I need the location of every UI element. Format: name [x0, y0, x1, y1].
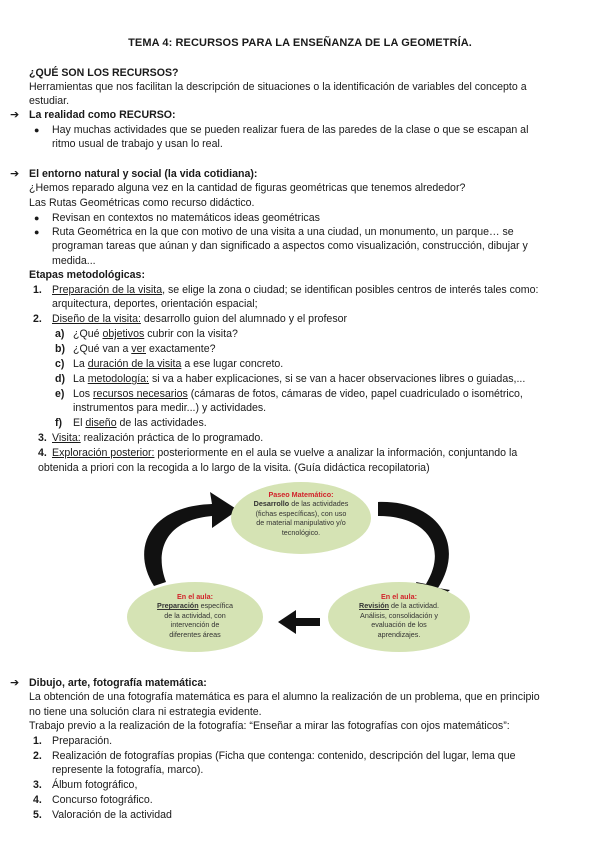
sub-c-post: a ese lugar concreto.	[181, 358, 284, 370]
dibujo-item-1: Preparación.	[52, 735, 113, 747]
section-heading-entorno: El entorno natural y social (la vida cotidiana):	[29, 168, 258, 180]
step-number: 2.	[33, 750, 42, 762]
ellipse-left-line3: intervención de	[170, 620, 220, 630]
arrow-bullet-icon: ➔	[10, 109, 20, 121]
dibujo-item-4: Concurso fotográfico.	[52, 794, 153, 806]
sub-b-post: exactamente?	[146, 343, 216, 355]
sub-f-key: diseño	[85, 417, 117, 429]
section-heading-que-son: ¿QUÉ SON LOS RECURSOS?	[29, 67, 179, 79]
step-number: 5.	[33, 809, 42, 821]
entorno-question: ¿Hemos reparado alguna vez en la cantidad de figuras geométricas que tenemos alrededor?	[29, 182, 466, 194]
sub-f-pre: El	[73, 417, 86, 429]
realidad-bullet-line1: Hay muchas actividades que se pueden realizar fuera de las paredes de la clase o que se escapan al	[52, 124, 529, 136]
entorno-rutas: Las Rutas Geométricas como recurso didáctico.	[29, 197, 255, 209]
ellipse-top-line1: de las actividades	[289, 499, 349, 509]
etapa-1-text: , se elige la zona o ciudad; se identifican posibles centros de interés tales como:	[162, 284, 539, 296]
ellipse-right-header: En el aula:	[381, 592, 417, 601]
etapa-1-title: Preparación de la visita	[52, 284, 163, 296]
step-number: 3.	[33, 779, 42, 791]
bullet-icon: ●	[34, 213, 40, 223]
ellipse-right-line2: Análisis, consolidación y	[360, 610, 438, 620]
sub-b-pre: ¿Qué van a	[73, 343, 132, 355]
sub-a-pre: ¿Qué	[73, 328, 103, 340]
sub-a-post: cubrir con la visita?	[144, 328, 238, 340]
ellipse-right-line1: de la actividad.	[389, 601, 439, 611]
sub-e-key: recursos necesarios	[93, 388, 188, 400]
ellipse-top-line3: de material manipulativo y/o	[256, 518, 346, 528]
step-number: 1.	[33, 735, 42, 747]
sub-letter: c)	[55, 358, 65, 370]
ellipse-right-line3: evaluación de los	[371, 620, 427, 630]
ellipse-paseo-matematico	[231, 482, 371, 554]
entorno-bullet2-line1: Ruta Geométrica en la que con motivo de una visita a una ciudad, un monumento, un parque… se	[52, 226, 514, 238]
entorno-bullet1: Revisan en contextos no matemáticos ideas geométricas	[52, 212, 320, 224]
sub-item-d	[73, 372, 525, 387]
entorno-bullet2-line3: medida...	[52, 255, 96, 267]
bullet-icon: ●	[34, 227, 40, 237]
arrow-left-icon	[278, 610, 320, 634]
section-heading-realidad: La realidad como RECURSO:	[29, 109, 176, 121]
curved-arrow-up-icon	[144, 492, 238, 586]
sub-c-key: duración de la visita	[87, 358, 182, 370]
etapa-3-text: realización práctica de lo programado.	[80, 432, 264, 444]
section-heading-dibujo: Dibujo, arte, fotografía matemática:	[29, 677, 207, 689]
sub-b-key: ver	[131, 343, 147, 355]
ellipse-top-header: Paseo Matemático:	[268, 490, 334, 499]
ellipse-right-key: Revisión	[359, 601, 389, 611]
sub-d-key: metodología:	[87, 373, 149, 385]
que-son-text-line2: estudiar.	[29, 95, 70, 107]
etapa-4-line1	[52, 446, 517, 461]
step-number: 1.	[33, 284, 42, 296]
que-son-text-line1: Herramientas que nos facilitan la descripción de situaciones o la identificación de variables del concepto a	[29, 81, 527, 93]
etapa-1-line1	[52, 283, 538, 298]
etapa-3-title: Visita:	[52, 432, 81, 444]
ellipse-left-key: Preparación	[157, 601, 199, 611]
sub-item-e-line2: instrumentos para medir...) y actividades.	[73, 402, 267, 414]
dibujo-item-2-line2: represente la fotografía, marco).	[52, 764, 204, 776]
sub-item-a	[73, 327, 238, 342]
sub-letter: e)	[55, 388, 65, 400]
sub-d-pre: La	[73, 373, 88, 385]
etapa-2-line1	[52, 312, 347, 327]
sub-item-c	[73, 357, 283, 372]
etapa-4-line2: obtenida a priori con la recogida a lo largo de la visita. (Guía didáctica recopilatoria)	[38, 462, 430, 474]
etapa-3	[52, 431, 263, 446]
dibujo-item-2-line1: Realización de fotografías propias (Ficha que contenga: contenido, descripción del lugar, lema que	[52, 750, 516, 762]
realidad-bullet-line2: ritmo usual de trabajo y usan lo real.	[52, 138, 223, 150]
sub-e-pre: Los	[73, 388, 94, 400]
page-title: TEMA 4: RECURSOS PARA LA ENSEÑANZA DE LA GEOMETRÍA.	[128, 37, 472, 49]
dibujo-text-line3: Trabajo previo a la realización de la fotografía: “Enseñar a mirar las fotografías con ojos matemáticos”:	[29, 720, 510, 732]
bullet-icon: ●	[34, 125, 40, 135]
ellipse-preparacion	[127, 582, 263, 652]
ellipse-revision	[328, 582, 470, 652]
dibujo-text-line2: no tiene una solución clara ni estrategia evidente.	[29, 706, 262, 718]
etapa-2-title: Diseño de la visita:	[52, 313, 141, 325]
dibujo-item-3: Álbum fotográfico,	[52, 779, 138, 791]
sub-f-post: de las actividades.	[116, 417, 207, 429]
step-number: 4.	[38, 447, 47, 459]
step-number: 3.	[38, 432, 47, 444]
ellipse-left-line2: de la actividad, con	[164, 610, 226, 620]
sub-c-pre: La	[73, 358, 88, 370]
sub-item-f	[73, 416, 207, 431]
ellipse-top-key: Desarrollo	[253, 499, 290, 509]
etapa-2-text: desarrollo guion del alumnado y el profesor	[140, 313, 348, 325]
dibujo-text-line1: La obtención de una fotografía matemática es para el alumno la realización de un problema, que en principio	[29, 691, 540, 703]
sub-item-e	[73, 387, 523, 402]
ellipse-top-line4: tecnológico.	[281, 527, 321, 537]
etapa-4-text: posteriormente en el aula se vuelve a analizar la información, conjuntando la	[154, 447, 518, 459]
etapa-1-line2: arquitectura, deportes, orientación espacial;	[52, 298, 258, 310]
ellipse-left-header: En el aula:	[177, 592, 213, 601]
sub-a-key: objetivos	[102, 328, 145, 340]
arrow-bullet-icon: ➔	[10, 168, 20, 180]
ellipse-left-line4: diferentes áreas	[169, 629, 221, 639]
sub-item-b	[73, 342, 216, 357]
step-number: 2.	[33, 313, 42, 325]
etapa-4-title: Exploración posterior:	[52, 447, 155, 459]
arrow-bullet-icon: ➔	[10, 677, 20, 689]
sub-letter: b)	[55, 343, 65, 355]
dibujo-item-5: Valoración de la actividad	[52, 809, 172, 821]
ellipse-right-line4: aprendizajes.	[377, 629, 421, 639]
sub-e-post: (cámaras de fotos, cámaras de video, papel cuadriculado o isométrico,	[187, 388, 523, 400]
sub-letter: f)	[55, 417, 63, 429]
sub-letter: d)	[55, 373, 65, 385]
sub-letter: a)	[55, 328, 65, 340]
entorno-bullet2-line2: programan tareas que aúnan y dan significado a aspectos como visualización, construcción, dibujar y	[52, 240, 528, 252]
sub-d-post: si va a haber explicaciones, si se van a hacer observaciones libres o guiadas,...	[149, 373, 526, 385]
ellipse-left-line1: específica	[198, 601, 233, 611]
step-number: 4.	[33, 794, 42, 806]
etapas-heading: Etapas metodológicas:	[29, 269, 145, 281]
ellipse-top-line2: (fichas específicas), con uso	[255, 508, 347, 518]
